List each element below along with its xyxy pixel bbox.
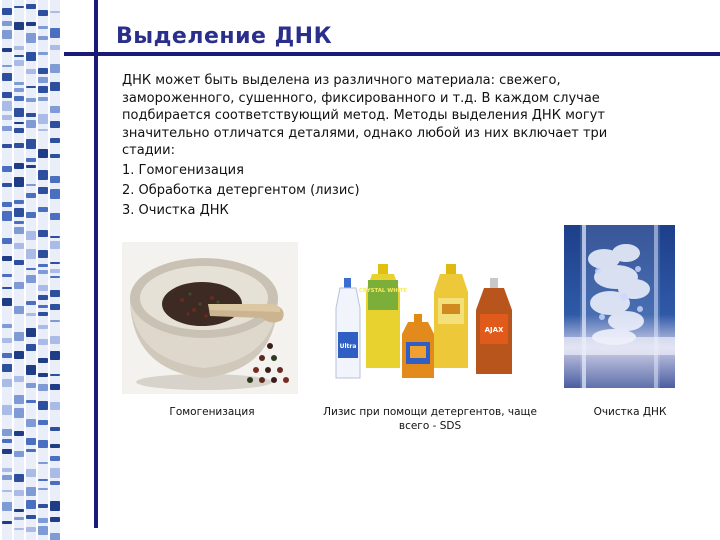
- gel-band: [50, 501, 60, 511]
- gel-band: [50, 138, 60, 143]
- gel-band: [2, 287, 12, 289]
- gel-band: [50, 11, 60, 13]
- gel-band: [50, 444, 60, 448]
- gel-band: [14, 395, 24, 404]
- gel-band: [50, 374, 60, 376]
- caption-homogenization: Гомогенизация: [169, 406, 255, 418]
- gel-band: [38, 462, 48, 464]
- gel-band: [26, 158, 36, 162]
- gel-band: [14, 306, 24, 314]
- gel-band: [2, 101, 12, 111]
- gel-band: [26, 469, 36, 477]
- gel-band: [2, 439, 12, 443]
- gel-band: [14, 332, 24, 341]
- gel-band: [50, 262, 60, 264]
- gel-band: [38, 479, 48, 481]
- gel-band: [2, 144, 12, 148]
- gel-band: [38, 305, 48, 308]
- gel-band: [14, 376, 24, 382]
- gel-band: [38, 230, 48, 237]
- gel-band: [38, 270, 48, 274]
- gel-band: [2, 65, 12, 67]
- gel-band: [14, 451, 24, 457]
- gel-band: [14, 60, 24, 66]
- gel-band: [38, 384, 48, 391]
- gel-band: [2, 475, 12, 480]
- gel-band: [50, 290, 60, 297]
- gel-band: [26, 328, 36, 337]
- gel-band: [38, 114, 48, 124]
- gel-band: [26, 383, 36, 388]
- gel-band: [2, 405, 12, 415]
- gel-band: [2, 521, 12, 524]
- gel-band: [50, 176, 60, 183]
- intro-paragraph: ДНК может быть выделена из различного материала: свежего, замороженного, сушенного, фиксированного и т.д. В каждом случае подбирается соответствующий метод. Методы выделения ДНК могут значительно отличатся деталями, однако любой из них включает три стадии:: [122, 73, 608, 159]
- gel-band: [26, 527, 36, 532]
- gel-band: [26, 52, 36, 61]
- gel-band: [26, 165, 36, 168]
- gel-band: [26, 98, 36, 102]
- gel-band: [26, 193, 36, 198]
- gel-band: [14, 474, 24, 482]
- gel-band: [26, 344, 36, 351]
- gel-band: [50, 384, 60, 390]
- gel-band: [50, 276, 60, 278]
- gel-band: [38, 373, 48, 377]
- gel-band: [38, 504, 48, 508]
- gel-band: [14, 143, 24, 148]
- vertical-accent-line: [94, 0, 98, 528]
- gel-band: [2, 202, 12, 207]
- gel-lane: [26, 0, 36, 540]
- gel-band: [50, 402, 60, 410]
- gel-band: [2, 30, 12, 39]
- gel-band: [2, 298, 12, 306]
- gel-band: [14, 227, 24, 234]
- gel-band: [2, 211, 12, 221]
- step-2: 2. Обработка детергентом (лизис): [122, 183, 360, 198]
- gel-band: [2, 379, 12, 387]
- gel-band: [2, 238, 12, 244]
- gel-band: [26, 120, 36, 128]
- gel-band: [50, 427, 60, 431]
- gel-band: [50, 241, 60, 249]
- gel-band: [14, 177, 24, 187]
- gel-band: [26, 313, 36, 316]
- mortar-pestle-image: [122, 242, 298, 394]
- gel-band: [38, 264, 48, 267]
- gel-band: [38, 68, 48, 74]
- gel-band: [50, 481, 60, 485]
- gel-band: [14, 243, 24, 249]
- gel-band: [14, 260, 24, 265]
- gel-band: [26, 4, 36, 9]
- gel-band: [26, 500, 36, 509]
- gel-band: [2, 353, 12, 358]
- gel-band: [50, 304, 60, 310]
- gel-band: [14, 490, 24, 496]
- gel-band: [2, 502, 12, 511]
- bottle4-label: AJAX: [484, 326, 504, 334]
- gel-band: [26, 86, 36, 88]
- gel-band: [14, 22, 24, 30]
- gel-band: [14, 528, 24, 530]
- dna-gel-decoration: [0, 0, 66, 540]
- gel-band: [14, 46, 24, 50]
- gel-band: [2, 92, 12, 98]
- gel-band: [38, 488, 48, 490]
- gel-band: [2, 449, 12, 454]
- gel-band: [2, 324, 12, 328]
- gel-band: [38, 401, 48, 410]
- gel-band: [26, 268, 36, 270]
- gel-lane: [2, 0, 12, 540]
- gel-band: [14, 208, 24, 217]
- gel-band: [14, 431, 24, 436]
- gel-band: [50, 82, 60, 91]
- gel-band: [2, 115, 12, 120]
- gel-band: [50, 456, 60, 461]
- gel-band: [26, 212, 36, 218]
- gel-band: [38, 440, 48, 448]
- gel-band: [14, 408, 24, 418]
- gel-band: [26, 419, 36, 427]
- gel-band: [14, 221, 24, 224]
- gel-band: [26, 487, 36, 496]
- gel-band: [2, 490, 12, 492]
- gel-band: [26, 113, 36, 117]
- gel-band: [14, 55, 24, 57]
- gel-band: [26, 449, 36, 452]
- gel-band: [50, 236, 60, 238]
- gel-band: [26, 249, 36, 259]
- gel-band: [38, 312, 48, 316]
- gel-band: [26, 69, 36, 74]
- gel-band: [50, 533, 60, 540]
- gel-band: [2, 274, 12, 277]
- gel-band: [2, 364, 12, 372]
- gel-band: [50, 269, 60, 273]
- gel-band: [38, 86, 48, 93]
- gel-band: [38, 358, 48, 363]
- gel-band: [26, 33, 36, 43]
- title-underline: [64, 52, 720, 56]
- gel-lane: [14, 0, 24, 540]
- gel-band: [38, 295, 48, 300]
- gel-band: [14, 96, 24, 101]
- gel-band: [14, 108, 24, 117]
- gel-band: [38, 526, 48, 535]
- gel-band: [26, 139, 36, 149]
- gel-band: [50, 351, 60, 360]
- gel-band: [14, 351, 24, 359]
- gel-band: [26, 275, 36, 283]
- gel-band: [2, 166, 12, 172]
- gel-band: [26, 22, 36, 26]
- gel-band: [50, 320, 60, 322]
- slide-title: Выделение ДНК: [116, 24, 333, 49]
- gel-band: [50, 213, 60, 220]
- gel-band: [2, 48, 12, 52]
- gel-band: [38, 77, 48, 83]
- gel-band: [2, 256, 12, 261]
- gel-band: [2, 183, 12, 187]
- gel-band: [38, 325, 48, 329]
- gel-band: [2, 429, 12, 436]
- caption-purification: Очистка ДНК: [593, 406, 667, 418]
- gel-band: [50, 336, 60, 344]
- gel-band: [50, 28, 60, 38]
- gel-band: [26, 231, 36, 240]
- gel-band: [14, 82, 24, 85]
- gel-band: [14, 128, 24, 133]
- bottle2-label: CRYSTAL WHITE: [358, 288, 408, 294]
- gel-band: [38, 170, 48, 180]
- gel-band: [38, 26, 48, 29]
- gel-band: [2, 126, 12, 131]
- gel-band: [38, 52, 48, 55]
- gel-band: [26, 301, 36, 305]
- gel-band: [14, 88, 24, 92]
- gel-band: [26, 515, 36, 519]
- gel-band: [14, 163, 24, 169]
- gel-band: [26, 365, 36, 375]
- gel-band: [38, 420, 48, 425]
- gel-band: [14, 509, 24, 512]
- detergent-bottles-image: [330, 258, 526, 382]
- gel-band: [38, 97, 48, 101]
- gel-band: [38, 285, 48, 291]
- gel-band: [14, 6, 24, 8]
- gel-band: [38, 149, 48, 158]
- gel-band: [2, 8, 12, 15]
- gel-band: [50, 106, 60, 113]
- bottle1-label: Ultra: [339, 343, 357, 350]
- gel-band: [50, 468, 60, 478]
- gel-band: [26, 438, 36, 445]
- step-1: 1. Гомогенизация: [122, 163, 244, 178]
- gel-band: [14, 282, 24, 289]
- gel-band: [50, 189, 60, 199]
- gel-band: [2, 21, 12, 26]
- step-3: 3. Очистка ДНК: [122, 203, 229, 218]
- caption-lysis: Лизис при помощи детергентов, чаще всего - SDS: [323, 406, 537, 432]
- gel-band: [38, 10, 48, 16]
- gel-band: [50, 64, 60, 73]
- gel-band: [14, 200, 24, 204]
- gel-band: [26, 400, 36, 403]
- gel-band: [38, 339, 48, 345]
- gel-band: [38, 36, 48, 40]
- gel-band: [2, 338, 12, 343]
- gel-band: [50, 517, 60, 522]
- gel-band: [38, 207, 48, 212]
- gel-band: [26, 184, 36, 186]
- gel-band: [38, 518, 48, 523]
- dna-tube-image: [564, 225, 675, 388]
- gel-band: [50, 154, 60, 158]
- gel-band: [14, 122, 24, 124]
- gel-band: [50, 45, 60, 50]
- gel-band: [38, 250, 48, 258]
- gel-band: [2, 468, 12, 472]
- gel-band: [14, 517, 24, 520]
- gel-band: [38, 187, 48, 194]
- gel-band: [2, 73, 12, 81]
- gel-band: [38, 129, 48, 131]
- gel-band: [50, 121, 60, 128]
